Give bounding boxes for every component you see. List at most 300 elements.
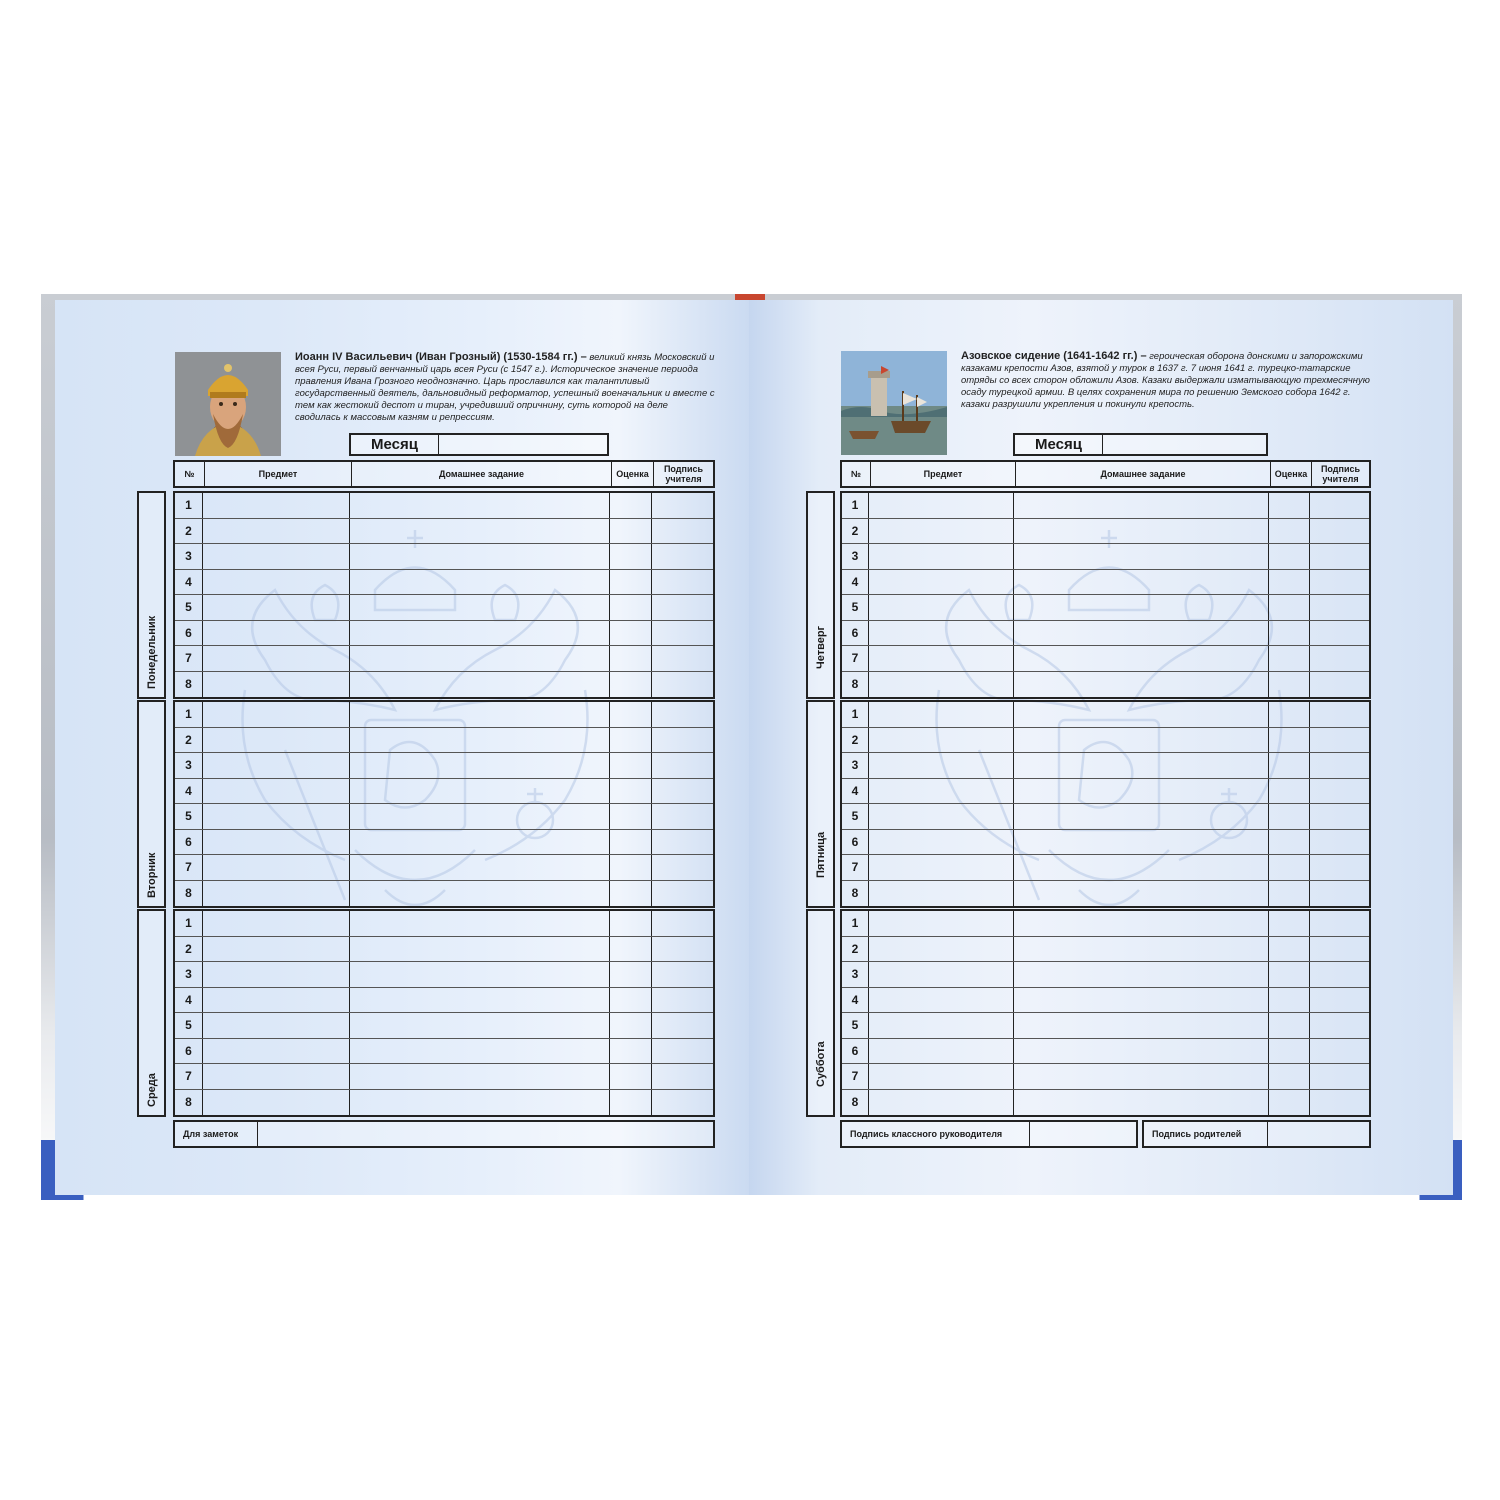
lesson-number: 6	[842, 621, 869, 646]
homework-cell[interactable]	[1014, 804, 1269, 829]
grade-cell[interactable]	[610, 519, 652, 544]
teacher-signature-cell[interactable]	[652, 1013, 713, 1038]
subject-cell[interactable]	[203, 881, 350, 907]
teacher-signature-cell[interactable]	[652, 962, 713, 987]
lesson-number: 8	[175, 672, 203, 698]
grade-cell[interactable]	[1269, 779, 1310, 804]
lesson-number: 6	[175, 1039, 203, 1064]
subject-cell[interactable]	[203, 779, 350, 804]
teacher-signature-cell[interactable]	[1310, 595, 1369, 620]
teacher-signature-cell[interactable]	[1310, 702, 1369, 727]
subject-cell[interactable]	[869, 855, 1014, 880]
teacher-signature-cell[interactable]	[1310, 804, 1369, 829]
subject-cell[interactable]	[203, 1064, 350, 1089]
teacher-signature-cell[interactable]	[1310, 621, 1369, 646]
lesson-number: 4	[842, 779, 869, 804]
grade-cell[interactable]	[610, 595, 652, 620]
teacher-signature-cell[interactable]	[1310, 753, 1369, 778]
lesson-number: 3	[842, 544, 869, 569]
homework-cell[interactable]	[350, 621, 610, 646]
subject-cell[interactable]	[203, 962, 350, 987]
homework-cell[interactable]	[350, 1013, 610, 1038]
homework-cell[interactable]	[350, 519, 610, 544]
homework-cell[interactable]	[1014, 728, 1269, 753]
notes-input[interactable]	[258, 1122, 713, 1146]
teacher-signature-cell[interactable]	[652, 570, 713, 595]
lesson-number: 3	[842, 753, 869, 778]
table-row	[175, 753, 713, 779]
table-row	[842, 672, 1369, 698]
homework-cell[interactable]	[1014, 493, 1269, 518]
grade-cell[interactable]	[1269, 544, 1310, 569]
subject-cell[interactable]	[203, 911, 350, 936]
subject-cell[interactable]	[869, 937, 1014, 962]
homework-cell[interactable]	[1014, 646, 1269, 671]
table-row	[842, 779, 1369, 805]
subject-cell[interactable]	[203, 988, 350, 1013]
header-number: №	[175, 462, 205, 486]
grade-cell[interactable]	[1269, 962, 1310, 987]
teacher-signature-cell[interactable]	[652, 753, 713, 778]
day-label-box	[137, 909, 166, 1117]
subject-cell[interactable]	[869, 830, 1014, 855]
grade-cell[interactable]	[1269, 493, 1310, 518]
table-row	[175, 988, 713, 1014]
subject-cell[interactable]	[869, 911, 1014, 936]
grade-cell[interactable]	[610, 702, 652, 727]
table-row	[175, 830, 713, 856]
homework-cell[interactable]	[350, 988, 610, 1013]
homework-cell[interactable]	[350, 672, 610, 698]
day-name: Среда	[146, 1073, 158, 1107]
subject-cell[interactable]	[869, 728, 1014, 753]
table-row	[842, 988, 1369, 1014]
teacher-signature-cell[interactable]	[652, 881, 713, 907]
teacher-signature-cell[interactable]	[1310, 911, 1369, 936]
subject-cell[interactable]	[869, 570, 1014, 595]
subject-cell[interactable]	[869, 804, 1014, 829]
info-title: Азовское сидение (1641-1642 гг.) –	[961, 350, 1147, 362]
lesson-number: 8	[842, 1090, 869, 1116]
day-name: Четверг	[815, 625, 827, 669]
subject-cell[interactable]	[203, 493, 350, 518]
teacher-signature-cell[interactable]	[1310, 1064, 1369, 1089]
subject-cell[interactable]	[869, 753, 1014, 778]
homework-cell[interactable]	[350, 1090, 610, 1116]
homework-cell[interactable]	[350, 646, 610, 671]
month-label: Месяц	[351, 435, 439, 454]
lesson-number: 2	[175, 519, 203, 544]
table-row	[842, 728, 1369, 754]
teacher-signature-cell[interactable]	[652, 519, 713, 544]
teacher-signature-cell[interactable]	[1310, 779, 1369, 804]
table-row	[842, 804, 1369, 830]
subject-cell[interactable]	[203, 937, 350, 962]
subject-cell[interactable]	[869, 672, 1014, 698]
fortress-painting-icon	[841, 351, 947, 455]
teacher-signature-cell[interactable]	[1310, 881, 1369, 907]
grade-cell[interactable]	[610, 1013, 652, 1038]
grade-cell[interactable]	[610, 570, 652, 595]
homework-cell[interactable]	[350, 544, 610, 569]
homework-cell[interactable]	[350, 570, 610, 595]
grade-cell[interactable]	[610, 728, 652, 753]
info-text: великий князь Московский и всея Руси, первый венчанный царь всея Руси (с 1547 г.). Историческое значение периода правления Ивана Грозного неоднозначно. Царь прославился как талантливый государственный деятель, дальновидный реформатор, успешный военачальник и вместе с тем как жестокий деспот и тиран, учредивший опричнину, суть которой на деле сводилась к массовым казням и репрессиям.	[295, 352, 715, 423]
grade-cell[interactable]	[610, 646, 652, 671]
subject-cell[interactable]	[203, 544, 350, 569]
subject-cell[interactable]	[203, 519, 350, 544]
grade-cell[interactable]	[1269, 519, 1310, 544]
homework-cell[interactable]	[1014, 1039, 1269, 1064]
homework-cell[interactable]	[350, 493, 610, 518]
grade-cell[interactable]	[610, 753, 652, 778]
grade-cell[interactable]	[610, 672, 652, 698]
tsar-portrait-icon	[175, 352, 281, 456]
grade-cell[interactable]	[610, 1090, 652, 1116]
teacher-signature-cell[interactable]	[652, 493, 713, 518]
info-title: Иоанн IV Васильевич (Иван Грозный) (1530-1584 гг.) –	[295, 351, 587, 363]
homework-cell[interactable]	[1014, 1090, 1269, 1116]
grade-cell[interactable]	[610, 937, 652, 962]
grade-cell[interactable]	[610, 855, 652, 880]
lesson-number: 2	[842, 728, 869, 753]
lesson-number: 2	[175, 728, 203, 753]
homework-cell[interactable]	[350, 830, 610, 855]
lesson-number: 7	[842, 1064, 869, 1089]
notes-label: Для заметок	[175, 1122, 258, 1146]
header-number: №	[842, 462, 871, 486]
subject-cell[interactable]	[203, 702, 350, 727]
day-block	[806, 909, 1371, 1117]
teacher-signature-cell[interactable]	[1310, 544, 1369, 569]
table-row	[175, 544, 713, 570]
grade-cell[interactable]	[610, 988, 652, 1013]
homework-cell[interactable]	[1014, 621, 1269, 646]
lesson-number: 3	[175, 962, 203, 987]
subject-cell[interactable]	[203, 1039, 350, 1064]
grade-cell[interactable]	[1269, 911, 1310, 936]
teacher-signature-cell[interactable]	[652, 855, 713, 880]
homework-cell[interactable]	[1014, 988, 1269, 1013]
subject-cell[interactable]	[869, 646, 1014, 671]
homework-cell[interactable]	[1014, 937, 1269, 962]
subject-cell[interactable]	[203, 646, 350, 671]
homework-cell[interactable]	[1014, 570, 1269, 595]
table-row	[175, 1064, 713, 1090]
subject-cell[interactable]	[869, 1090, 1014, 1116]
subject-cell[interactable]	[203, 728, 350, 753]
grade-cell[interactable]	[610, 493, 652, 518]
day-block	[137, 909, 715, 1117]
table-row	[842, 937, 1369, 963]
subject-cell[interactable]	[869, 1039, 1014, 1064]
homework-cell[interactable]	[350, 702, 610, 727]
lesson-number: 4	[842, 988, 869, 1013]
grade-cell[interactable]	[1269, 595, 1310, 620]
lesson-number: 5	[842, 804, 869, 829]
table-row	[175, 1013, 713, 1039]
lesson-number: 7	[175, 855, 203, 880]
table-row	[175, 595, 713, 621]
month-input[interactable]	[1109, 435, 1266, 454]
subject-cell[interactable]	[869, 779, 1014, 804]
homework-cell[interactable]	[1014, 779, 1269, 804]
subject-cell[interactable]	[869, 519, 1014, 544]
grade-cell[interactable]	[1269, 1013, 1310, 1038]
subject-cell[interactable]	[869, 962, 1014, 987]
teacher-signature-cell[interactable]	[1310, 1090, 1369, 1116]
lesson-number: 1	[175, 702, 203, 727]
lesson-number: 7	[842, 855, 869, 880]
lesson-number: 7	[175, 646, 203, 671]
grade-cell[interactable]	[610, 1064, 652, 1089]
subject-cell[interactable]	[869, 1064, 1014, 1089]
homework-cell[interactable]	[350, 962, 610, 987]
grade-cell[interactable]	[610, 1039, 652, 1064]
grade-cell[interactable]	[1269, 855, 1310, 880]
homework-cell[interactable]	[1014, 830, 1269, 855]
subject-cell[interactable]	[203, 595, 350, 620]
homework-cell[interactable]	[1014, 702, 1269, 727]
lesson-number: 3	[175, 544, 203, 569]
teacher-signature-cell[interactable]	[1310, 988, 1369, 1013]
day-block	[137, 700, 715, 908]
lesson-number: 8	[175, 881, 203, 907]
teacher-signature-cell[interactable]	[652, 595, 713, 620]
homework-cell[interactable]	[1014, 672, 1269, 698]
teacher-signature-cell[interactable]	[652, 937, 713, 962]
table-row	[842, 962, 1369, 988]
month-input[interactable]	[445, 435, 607, 454]
table-row	[842, 702, 1369, 728]
table-row	[842, 1039, 1369, 1065]
header-teacher-signature: Подпись учителя	[663, 464, 704, 484]
homework-cell[interactable]	[350, 728, 610, 753]
homework-cell[interactable]	[350, 1064, 610, 1089]
grade-cell[interactable]	[1269, 728, 1310, 753]
table-row	[175, 493, 713, 519]
header-homework: Домашнее задание	[1016, 462, 1271, 486]
day-label-box	[806, 700, 835, 908]
lesson-number: 7	[842, 646, 869, 671]
lesson-table	[173, 909, 715, 1117]
homework-cell[interactable]	[350, 937, 610, 962]
subject-cell[interactable]	[203, 1013, 350, 1038]
teacher-signature-cell[interactable]	[652, 804, 713, 829]
lesson-number: 8	[842, 672, 869, 698]
subject-cell[interactable]	[869, 595, 1014, 620]
homework-cell[interactable]	[350, 1039, 610, 1064]
grade-cell[interactable]	[1269, 570, 1310, 595]
table-row	[175, 702, 713, 728]
subject-cell[interactable]	[869, 1013, 1014, 1038]
grade-cell[interactable]	[1269, 937, 1310, 962]
homework-cell[interactable]	[350, 855, 610, 880]
teacher-signature-cell[interactable]	[1310, 1039, 1369, 1064]
subject-cell[interactable]	[203, 855, 350, 880]
lesson-number: 8	[842, 881, 869, 907]
homework-cell[interactable]	[1014, 519, 1269, 544]
lesson-number: 8	[175, 1090, 203, 1116]
grade-cell[interactable]	[610, 544, 652, 569]
lesson-table	[840, 700, 1371, 908]
grade-cell[interactable]	[1269, 1039, 1310, 1064]
teacher-signature-cell[interactable]	[1310, 728, 1369, 753]
teacher-signature-cell[interactable]	[1310, 937, 1369, 962]
homework-cell[interactable]	[1014, 753, 1269, 778]
grade-cell[interactable]	[1269, 621, 1310, 646]
teacher-signature-cell[interactable]	[652, 702, 713, 727]
day-label-box	[137, 700, 166, 908]
teacher-signature-cell[interactable]	[652, 728, 713, 753]
lesson-number: 4	[175, 779, 203, 804]
grade-cell[interactable]	[1269, 830, 1310, 855]
table-row	[175, 962, 713, 988]
homework-cell[interactable]	[350, 753, 610, 778]
homework-cell[interactable]	[350, 595, 610, 620]
homework-cell[interactable]	[1014, 1064, 1269, 1089]
lesson-number: 5	[175, 1013, 203, 1038]
teacher-signature-cell[interactable]	[652, 988, 713, 1013]
class-teacher-signature-box	[840, 1120, 1138, 1148]
subject-cell[interactable]	[203, 621, 350, 646]
grade-cell[interactable]	[1269, 804, 1310, 829]
lesson-number: 7	[175, 1064, 203, 1089]
grade-cell[interactable]	[1269, 672, 1310, 698]
lesson-number: 6	[842, 1039, 869, 1064]
lesson-number: 1	[842, 911, 869, 936]
homework-cell[interactable]	[1014, 544, 1269, 569]
teacher-signature-cell[interactable]	[652, 830, 713, 855]
lesson-table	[840, 491, 1371, 699]
subject-cell[interactable]	[203, 804, 350, 829]
grade-cell[interactable]	[1269, 881, 1310, 907]
teacher-signature-cell[interactable]	[1310, 646, 1369, 671]
month-box	[349, 433, 609, 456]
teacher-signature-cell[interactable]	[652, 544, 713, 569]
teacher-signature-cell[interactable]	[1310, 493, 1369, 518]
lesson-number: 5	[175, 595, 203, 620]
grade-cell[interactable]	[610, 621, 652, 646]
table-row	[175, 881, 713, 907]
day-name: Суббота	[815, 1041, 827, 1087]
lesson-number: 6	[842, 830, 869, 855]
parents-signature-label: Подпись родителей	[1144, 1122, 1268, 1146]
lesson-number: 6	[175, 621, 203, 646]
day-label-box	[806, 909, 835, 1117]
table-row	[175, 621, 713, 647]
table-row	[175, 804, 713, 830]
teacher-signature-cell[interactable]	[1310, 962, 1369, 987]
table-row	[842, 570, 1369, 596]
grade-cell[interactable]	[610, 881, 652, 907]
subject-cell[interactable]	[869, 621, 1014, 646]
lesson-number: 3	[175, 753, 203, 778]
homework-cell[interactable]	[1014, 595, 1269, 620]
table-row	[842, 595, 1369, 621]
table-row	[842, 1090, 1369, 1116]
teacher-signature-cell[interactable]	[1310, 570, 1369, 595]
teacher-signature-cell[interactable]	[1310, 830, 1369, 855]
teacher-signature-cell[interactable]	[652, 779, 713, 804]
historical-info	[961, 350, 1381, 411]
homework-cell[interactable]	[1014, 911, 1269, 936]
grade-cell[interactable]	[1269, 702, 1310, 727]
day-block	[806, 491, 1371, 699]
grade-cell[interactable]	[610, 911, 652, 936]
info-text: героическая оборона донскими и запорожскими казаками крепости Азов, взятой у турок в 1637 г. 7 июня 1641 г. турецко-татарские отряды со всех сторон обложили Азов. Казаки выдержали изматывающую трехмесячную осаду турецкой армии. В целях сохранения мира по решению Земского собора 1642 г. казаки разрушили укрепления и покинули крепость.	[961, 351, 1370, 410]
grade-cell[interactable]	[610, 779, 652, 804]
lesson-number: 4	[842, 570, 869, 595]
teacher-signature-cell[interactable]	[1310, 1013, 1369, 1038]
grade-cell[interactable]	[610, 830, 652, 855]
subject-cell[interactable]	[869, 702, 1014, 727]
table-row	[175, 519, 713, 545]
homework-cell[interactable]	[350, 911, 610, 936]
homework-cell[interactable]	[1014, 962, 1269, 987]
teacher-signature-cell[interactable]	[1310, 855, 1369, 880]
teacher-signature-cell[interactable]	[652, 621, 713, 646]
table-row	[842, 753, 1369, 779]
grade-cell[interactable]	[610, 804, 652, 829]
subject-cell[interactable]	[869, 493, 1014, 518]
grade-cell[interactable]	[1269, 753, 1310, 778]
teacher-signature-cell[interactable]	[652, 911, 713, 936]
table-row	[842, 855, 1369, 881]
parents-signature-input[interactable]	[1268, 1122, 1369, 1146]
grade-cell[interactable]	[1269, 988, 1310, 1013]
lesson-number: 4	[175, 570, 203, 595]
subject-cell[interactable]	[203, 830, 350, 855]
table-row	[175, 1090, 713, 1116]
grade-cell[interactable]	[610, 962, 652, 987]
homework-cell[interactable]	[1014, 855, 1269, 880]
subject-cell[interactable]	[203, 672, 350, 698]
table-row	[842, 519, 1369, 545]
subject-cell[interactable]	[203, 1090, 350, 1116]
lesson-number: 1	[842, 493, 869, 518]
subject-cell[interactable]	[203, 570, 350, 595]
teacher-signature-cell[interactable]	[652, 1039, 713, 1064]
teacher-signature-cell[interactable]	[652, 646, 713, 671]
homework-cell[interactable]	[1014, 1013, 1269, 1038]
table-row	[842, 493, 1369, 519]
subject-cell[interactable]	[869, 881, 1014, 907]
header-homework: Домашнее задание	[352, 462, 612, 486]
header-subject: Предмет	[205, 462, 352, 486]
table-row	[175, 672, 713, 698]
homework-cell[interactable]	[350, 881, 610, 907]
homework-cell[interactable]	[350, 779, 610, 804]
table-row	[842, 544, 1369, 570]
teacher-signature-cell[interactable]	[652, 1064, 713, 1089]
grade-cell[interactable]	[1269, 646, 1310, 671]
grade-cell[interactable]	[1269, 1064, 1310, 1089]
homework-cell[interactable]	[350, 804, 610, 829]
lesson-number: 2	[842, 519, 869, 544]
lesson-number: 2	[842, 937, 869, 962]
class-teacher-signature-input[interactable]	[1030, 1122, 1136, 1146]
teacher-signature-cell[interactable]	[1310, 672, 1369, 698]
grade-cell[interactable]	[1269, 1090, 1310, 1116]
subject-cell[interactable]	[869, 988, 1014, 1013]
teacher-signature-cell[interactable]	[652, 1090, 713, 1116]
teacher-signature-cell[interactable]	[652, 672, 713, 698]
subject-cell[interactable]	[203, 753, 350, 778]
subject-cell[interactable]	[869, 544, 1014, 569]
homework-cell[interactable]	[1014, 881, 1269, 907]
teacher-signature-cell[interactable]	[1310, 519, 1369, 544]
